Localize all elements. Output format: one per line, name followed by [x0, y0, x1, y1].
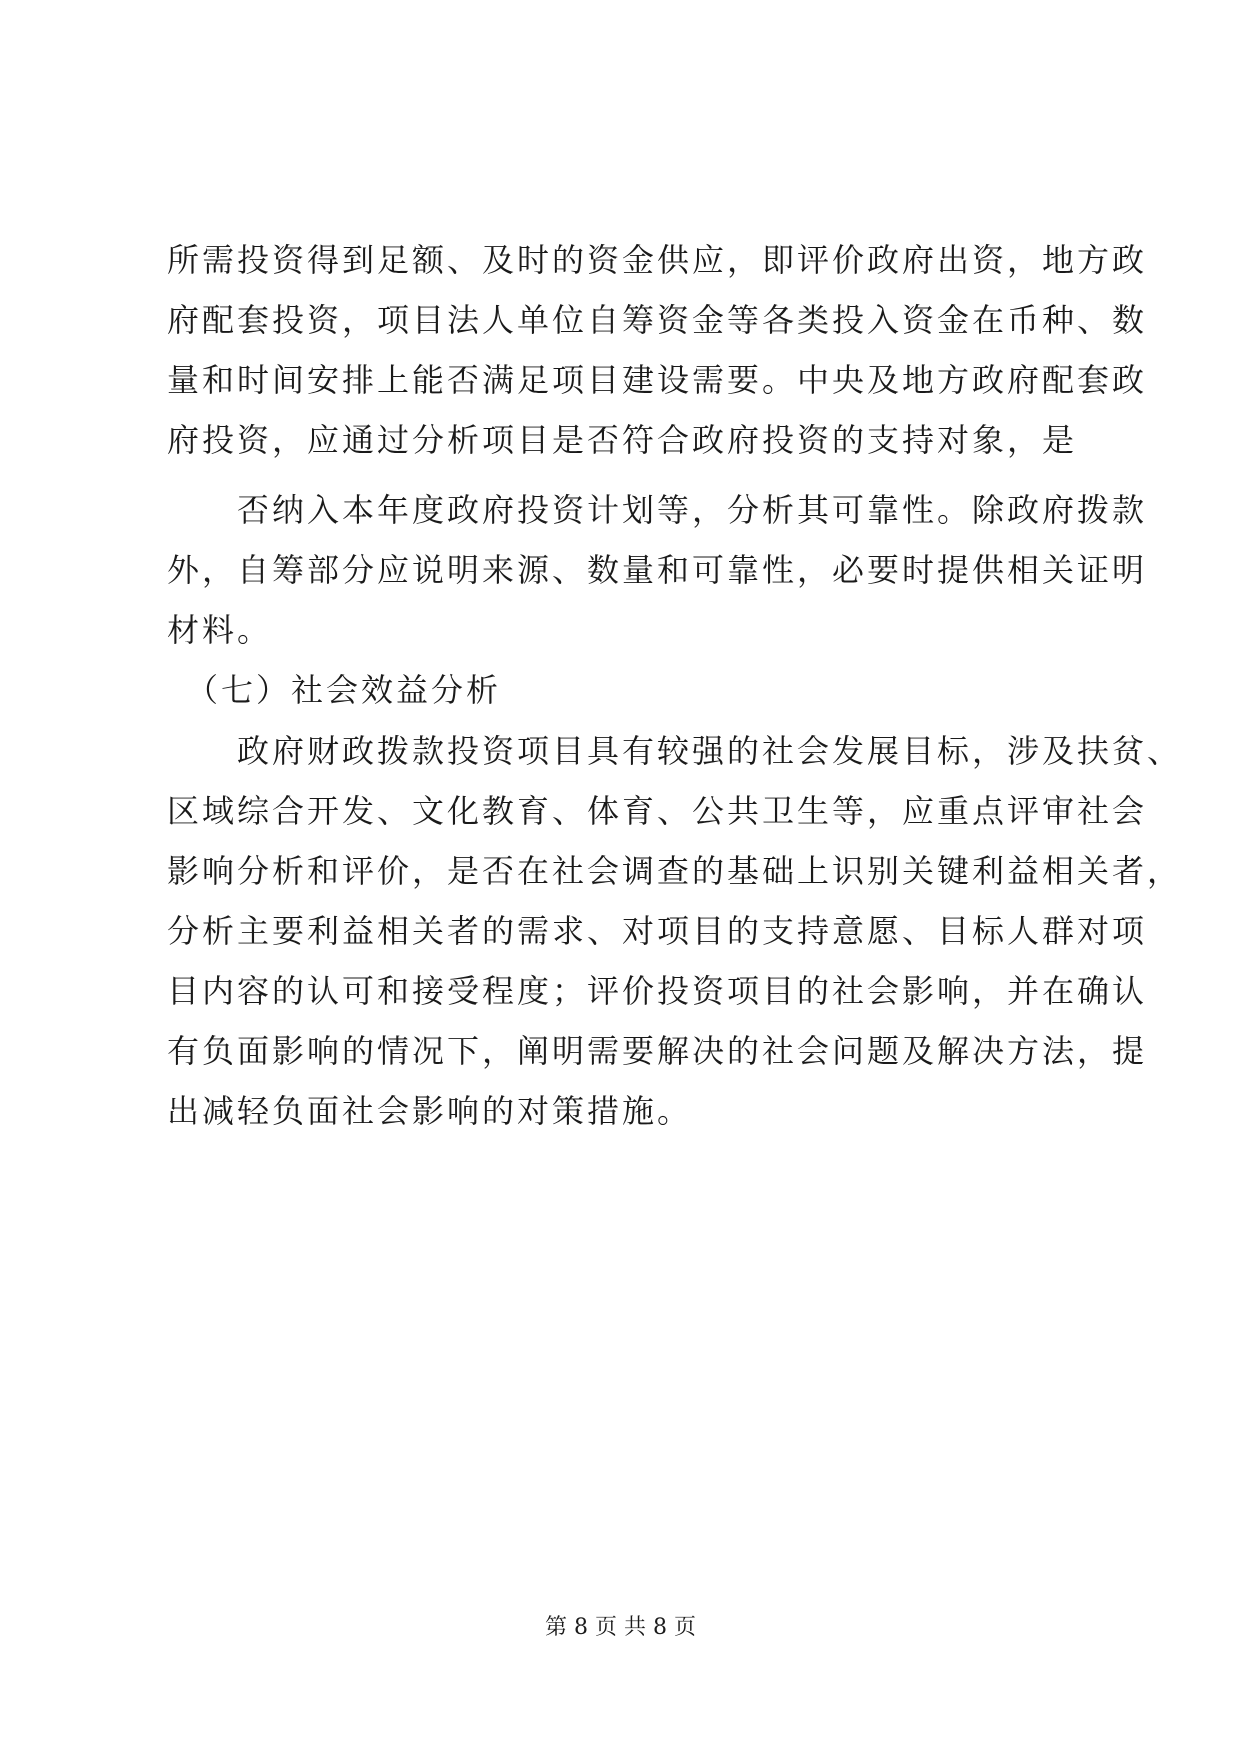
page-number-footer: 第 8 页 共 8 页: [545, 1615, 696, 1640]
text-line: 有负面影响的情况下，阐明需要解决的社会问题及解决方法，提: [167, 1032, 1148, 1070]
text-line: 分析主要利益相关者的需求、对项目的支持意愿、目标人群对项: [167, 912, 1148, 950]
text-line: 府投资，应通过分析项目是否符合政府投资的支持对象，是: [167, 421, 1078, 459]
text-line: 量和时间安排上能否满足项目建设需要。中央及地方政府配套政: [167, 361, 1148, 399]
text-line: 所需投资得到足额、及时的资金供应，即评价政府出资，地方政: [167, 241, 1148, 279]
text-line: 府配套投资，项目法人单位自筹资金等各类投入资金在币种、数: [167, 301, 1148, 339]
text-line: 区域综合开发、文化教育、体育、公共卫生等，应重点评审社会: [167, 792, 1148, 830]
text-line: 否纳入本年度政府投资计划等，分析其可靠性。除政府拨款: [167, 491, 1148, 529]
text-line: 政府财政拨款投资项目具有较强的社会发展目标，涉及扶贫、: [167, 732, 1183, 770]
text-line: 目内容的认可和接受程度；评价投资项目的社会影响，并在确认: [167, 972, 1148, 1010]
text-line: 外，自筹部分应说明来源、数量和可靠性，必要时提供相关证明: [167, 551, 1148, 589]
section-heading: （七）社会效益分析: [167, 671, 502, 709]
text-line: 影响分析和评价，是否在社会调查的基础上识别关键利益相关者，: [167, 852, 1183, 890]
text-line: 材料。: [167, 611, 273, 649]
text-line: 出减轻负面社会影响的对策措施。: [167, 1092, 693, 1130]
